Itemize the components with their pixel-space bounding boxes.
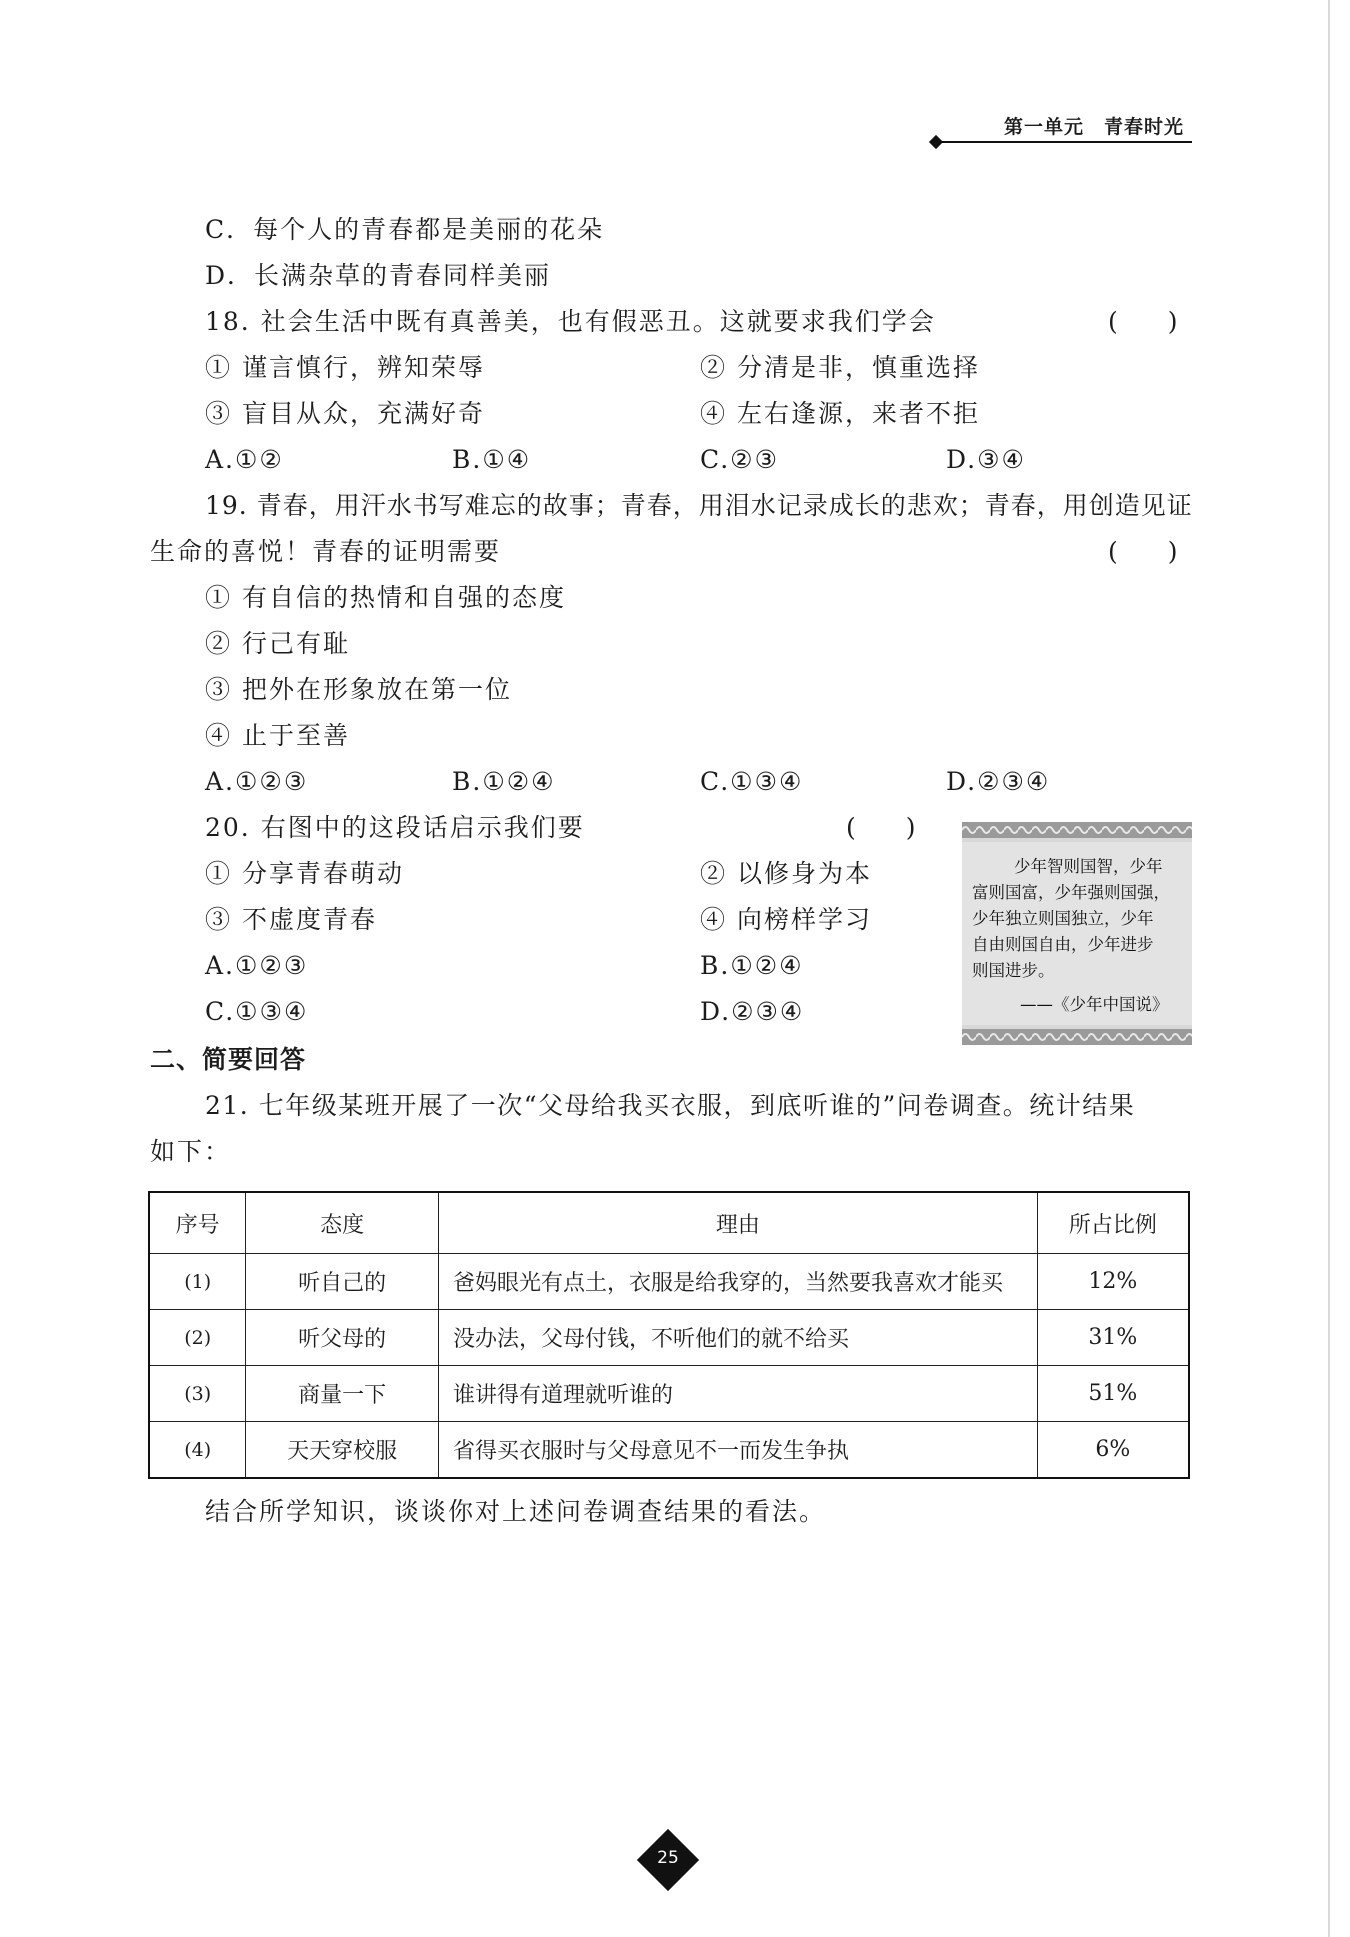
row-attitude: 听父母的 — [246, 1310, 439, 1366]
table-row — [149, 1254, 1189, 1310]
row-reason: 省得买衣服时与父母意见不一而发生争执 — [438, 1422, 1037, 1479]
quote-source: ——《少年中国说》 — [1020, 995, 1169, 1014]
q18-choice-a: A.①② — [205, 445, 284, 474]
q18-stem: 18. 社会生活中既有真善美，也有假恶丑。这就要求我们学会 — [205, 307, 936, 336]
table-row — [149, 1310, 1189, 1366]
row-percentage: 6% — [1037, 1422, 1189, 1479]
quote-image — [962, 822, 1192, 1045]
q18-choice-d: D.③④ — [946, 445, 1026, 474]
row-percentage: 51% — [1037, 1366, 1189, 1422]
header-number: 序号 — [149, 1192, 246, 1254]
quote-line-4: 自由则国自由，少年进步 — [972, 935, 1154, 954]
row-number: (1) — [149, 1254, 246, 1310]
row-reason: 爸妈眼光有点土，衣服是给我穿的，当然要我喜欢才能买 — [438, 1254, 1037, 1310]
quote-line-1: 少年智则国智，少年 — [1014, 857, 1163, 876]
q18-choice-b: B.①④ — [452, 445, 532, 474]
q19-choice-b: B.①②④ — [452, 767, 556, 796]
q19-answer-blank[interactable]: ( ) — [1108, 537, 1178, 566]
header-reason: 理由 — [438, 1192, 1037, 1254]
table-header-row — [149, 1192, 1189, 1254]
q20-choice-a: A.①②③ — [205, 951, 309, 980]
q19-choice-a: A.①②③ — [205, 767, 309, 796]
q21-stem-line2: 如下： — [150, 1137, 232, 1166]
row-percentage: 12% — [1037, 1254, 1189, 1310]
q21-prompt: 结合所学知识，谈谈你对上述问卷调查结果的看法。 — [205, 1497, 827, 1526]
q20-item-3: ③ 不虚度青春 — [205, 905, 377, 934]
header-percentage: 所占比例 — [1037, 1192, 1189, 1254]
table-row — [149, 1366, 1189, 1422]
q18-choice-c: C.②③ — [700, 445, 780, 474]
q20-choice-b: B.①②④ — [700, 951, 804, 980]
q19-stem-line2: 生命的喜悦！青春的证明需要 — [150, 537, 502, 566]
quote-line-5: 则国进步。 — [972, 961, 1055, 980]
quote-line-3: 少年独立则国独立，少年 — [972, 909, 1154, 928]
q19-choice-d: D.②③④ — [946, 767, 1051, 796]
quote-panel — [962, 842, 1192, 1025]
header-attitude: 态度 — [246, 1192, 439, 1254]
q18-item-2: ② 分清是非，慎重选择 — [700, 353, 980, 382]
q18-item-4: ④ 左右逢源，来者不拒 — [700, 399, 980, 428]
unit-header: 第一单元 青春时光 — [1004, 116, 1185, 138]
row-percentage: 31% — [1037, 1310, 1189, 1366]
q18-item-3: ③ 盲目从众，充满好奇 — [205, 399, 485, 428]
row-number: (3) — [149, 1366, 246, 1422]
q20-stem: 20. 右图中的这段话启示我们要 — [205, 813, 585, 842]
section-title-short-answer: 二、简要回答 — [150, 1045, 307, 1074]
row-attitude: 听自己的 — [246, 1254, 439, 1310]
q19-item-3: ③ 把外在形象放在第一位 — [205, 675, 512, 704]
q18-answer-blank[interactable]: ( ) — [1108, 307, 1178, 336]
q20-item-1: ① 分享青春萌动 — [205, 859, 404, 888]
header-rule — [940, 141, 1192, 143]
row-reason: 谁讲得有道理就听谁的 — [438, 1366, 1037, 1422]
q20-item-2: ② 以修身为本 — [700, 859, 872, 888]
q20-answer-blank[interactable]: ( ) — [846, 813, 916, 842]
q17-option-c: C．每个人的青春都是美丽的花朵 — [205, 215, 605, 244]
survey-table — [148, 1191, 1190, 1479]
q19-stem-line1: 19. 青春，用汗水书写难忘的故事；青春，用泪水记录成长的悲欢；青春，用创造见证 — [205, 491, 1193, 520]
q19-choice-c: C.①③④ — [700, 767, 804, 796]
q20-choice-d: D.②③④ — [700, 997, 805, 1026]
table-row — [149, 1422, 1189, 1479]
q20-item-4: ④ 向榜样学习 — [700, 905, 872, 934]
q20-choice-c: C.①③④ — [205, 997, 309, 1026]
q19-item-1: ① 有自信的热情和自强的态度 — [205, 583, 566, 612]
page-edge — [1328, 0, 1330, 1937]
row-reason: 没办法，父母付钱，不听他们的就不给买 — [438, 1310, 1037, 1366]
q19-item-4: ④ 止于至善 — [205, 721, 350, 750]
q19-item-2: ② 行己有耻 — [205, 629, 350, 658]
q17-option-d: D．长满杂草的青春同样美丽 — [205, 261, 552, 290]
q21-stem-line1: 21. 七年级某班开展了一次“父母给我买衣服，到底听谁的”问卷调查。统计结果 — [205, 1091, 1136, 1120]
quote-border-pattern-top — [962, 822, 1192, 838]
row-number: (4) — [149, 1422, 246, 1479]
q18-item-1: ① 谨言慎行，辨知荣辱 — [205, 353, 485, 382]
quote-line-2: 富则国富，少年强则国强， — [972, 883, 1170, 902]
page-number: 25 — [657, 1848, 679, 1868]
row-attitude: 天天穿校服 — [246, 1422, 439, 1479]
row-number: (2) — [149, 1310, 246, 1366]
row-attitude: 商量一下 — [246, 1366, 439, 1422]
quote-border-pattern-bottom — [962, 1029, 1192, 1045]
